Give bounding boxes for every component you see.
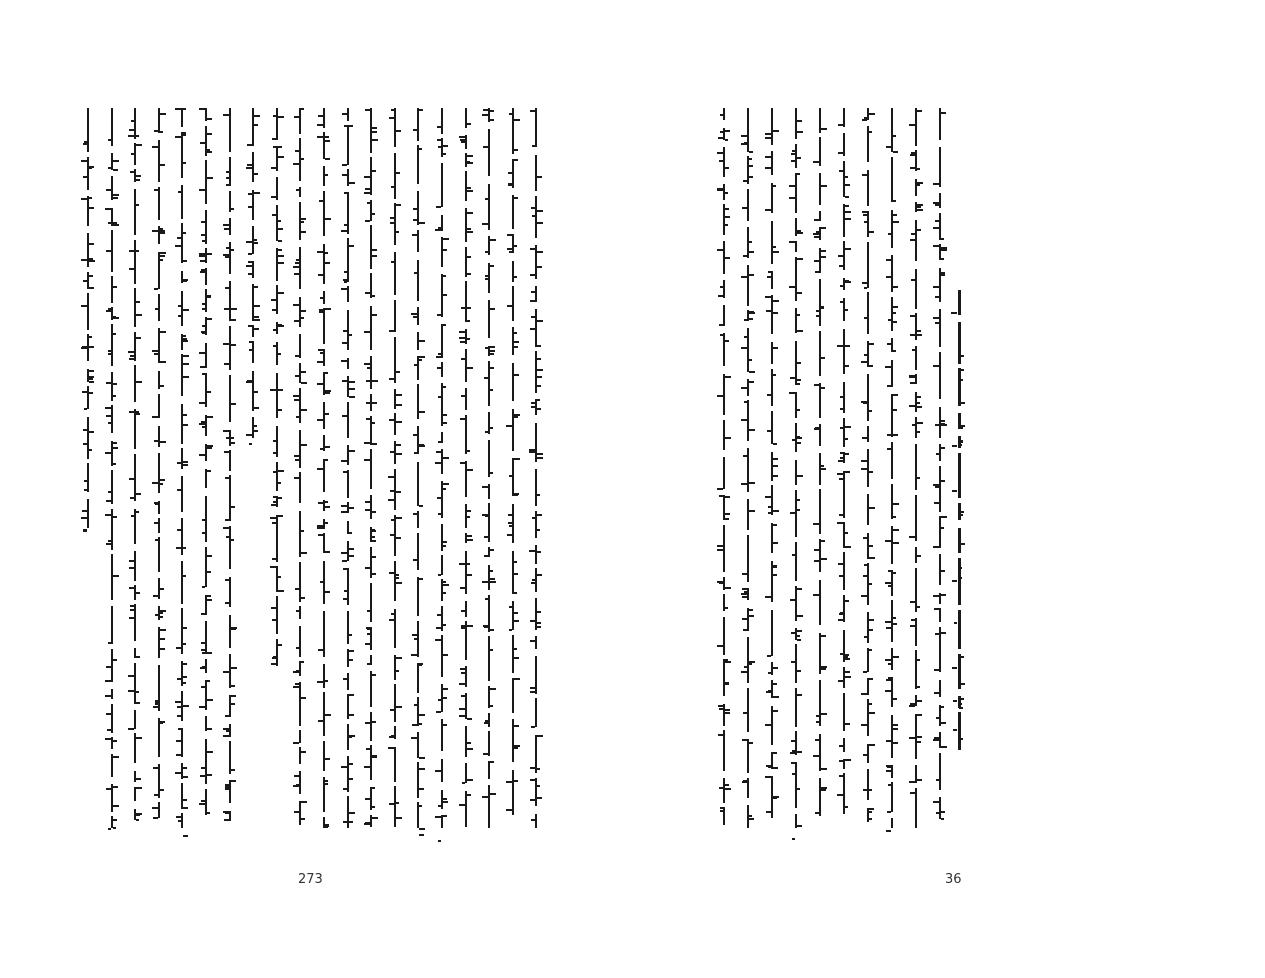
right-page-number: 36 <box>945 872 962 887</box>
text-column <box>318 108 330 828</box>
right-page-text-block <box>718 108 988 828</box>
text-column <box>200 108 212 828</box>
text-column <box>766 108 778 828</box>
text-column <box>129 108 141 828</box>
text-column <box>106 108 118 828</box>
left-page-number: 273 <box>298 872 323 887</box>
text-column <box>176 108 188 828</box>
text-column <box>507 108 519 828</box>
text-column <box>247 108 259 828</box>
text-column <box>294 108 306 828</box>
text-column <box>224 108 236 828</box>
text-column <box>952 290 964 750</box>
text-column <box>153 108 165 828</box>
text-column <box>460 108 472 828</box>
text-column <box>483 108 495 828</box>
text-column <box>436 108 448 828</box>
text-column <box>814 108 826 828</box>
text-column <box>790 108 802 828</box>
text-column <box>82 108 94 828</box>
text-column <box>910 108 922 828</box>
text-column <box>742 108 754 828</box>
text-column <box>838 108 850 828</box>
text-column <box>934 108 946 828</box>
text-column <box>530 108 542 828</box>
text-column <box>271 108 283 828</box>
chapter-title <box>952 290 968 750</box>
text-column <box>389 108 401 828</box>
text-column <box>342 108 354 828</box>
left-page <box>0 0 632 978</box>
text-column <box>718 108 730 828</box>
text-column <box>886 108 898 828</box>
text-column <box>365 108 377 828</box>
left-page-text-block <box>82 108 552 828</box>
text-column <box>862 108 874 828</box>
text-column <box>412 108 424 828</box>
